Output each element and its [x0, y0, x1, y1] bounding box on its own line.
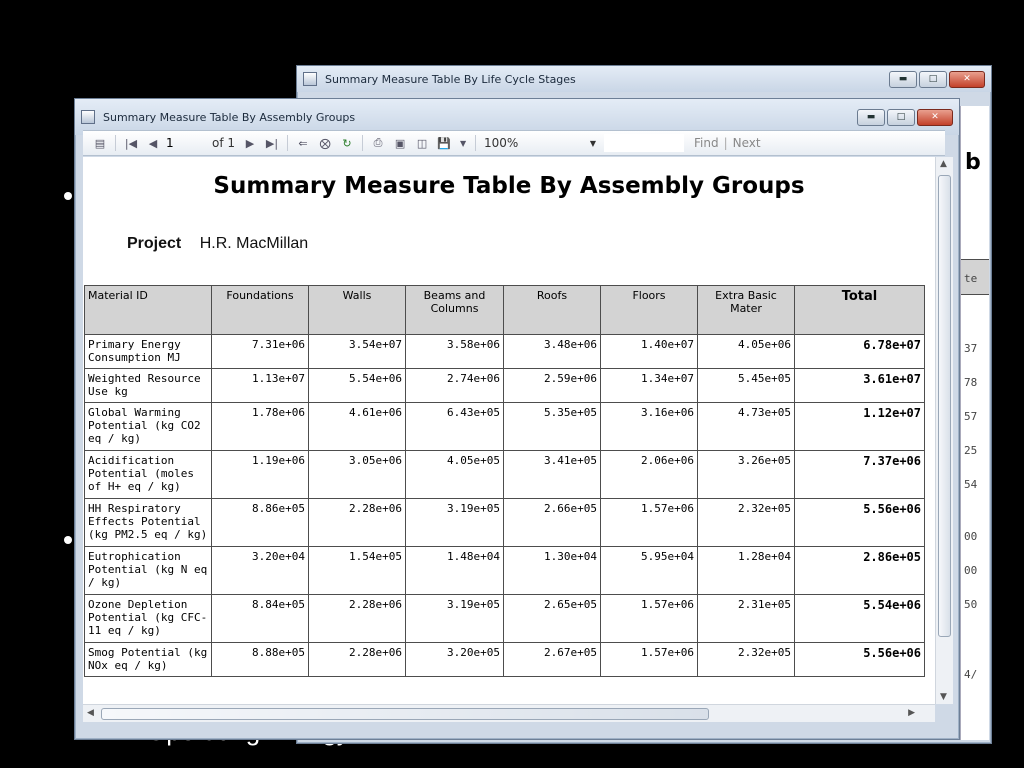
value-cell: 3.54e+07 — [309, 335, 406, 369]
report-toolbar — [83, 130, 945, 156]
next-link[interactable]: Next — [732, 136, 761, 150]
back-peek-fragment: 54 — [964, 478, 978, 491]
total-cell: 5.56e+06 — [795, 499, 925, 547]
value-cell: 3.26e+05 — [698, 451, 795, 499]
value-cell: 1.28e+04 — [698, 547, 795, 595]
value-cell: 2.28e+06 — [309, 595, 406, 643]
slide-bullet-1 — [64, 192, 72, 200]
material-id-cell: HH Respiratory Effects Potential (kg PM2.5 eq / kg) — [85, 499, 212, 547]
current-page-input[interactable] — [164, 135, 208, 151]
total-cell: 5.56e+06 — [795, 643, 925, 677]
material-id-cell: Ozone Depletion Potential (kg CFC-11 eq / kg) — [85, 595, 212, 643]
toolbar-separator — [287, 135, 288, 151]
scroll-up-icon[interactable]: ▲ — [940, 159, 947, 169]
value-cell: 4.05e+06 — [698, 335, 795, 369]
table-row — [85, 335, 925, 369]
column-header: Floors — [601, 286, 698, 335]
stop-icon[interactable]: ⨂ — [319, 136, 331, 150]
summary-table — [84, 285, 925, 677]
value-cell: 3.41e+05 — [504, 451, 601, 499]
project-row — [127, 235, 308, 253]
previous-page-icon[interactable]: ◀ — [148, 136, 158, 150]
back-window-title: Summary Measure Table By Life Cycle Stages — [325, 72, 576, 86]
scroll-left-icon[interactable]: ◀ — [87, 708, 94, 718]
value-cell: 8.86e+05 — [212, 499, 309, 547]
total-cell: 2.86e+05 — [795, 547, 925, 595]
value-cell: 5.45e+05 — [698, 369, 795, 403]
value-cell: 4.61e+06 — [309, 403, 406, 451]
value-cell: 1.19e+06 — [212, 451, 309, 499]
zoom-value: 100% — [484, 136, 519, 150]
export-dropdown-icon[interactable]: ▼ — [459, 138, 467, 148]
back-icon[interactable]: ⇐ — [298, 136, 308, 150]
table-row — [85, 643, 925, 677]
back-peek-fragment: 78 — [964, 376, 978, 389]
total-cell: 6.78e+07 — [795, 335, 925, 369]
table-row — [85, 369, 925, 403]
scroll-right-icon[interactable]: ▶ — [908, 708, 915, 718]
value-cell: 1.30e+04 — [504, 547, 601, 595]
close-button[interactable]: ✕ — [949, 71, 985, 88]
material-id-cell: Global Warming Potential (kg CO2 eq / kg) — [85, 403, 212, 451]
minimize-button[interactable]: ▬ — [889, 71, 917, 88]
value-cell: 2.28e+06 — [309, 643, 406, 677]
back-peek-fragment: 37 — [964, 342, 978, 355]
slide-bullet-2 — [64, 536, 72, 544]
value-cell: 2.31e+05 — [698, 595, 795, 643]
column-header: Roofs — [504, 286, 601, 335]
document-map-icon[interactable]: ▤ — [94, 136, 106, 150]
report-body — [83, 157, 935, 704]
page-count-label: of 1 — [212, 136, 236, 150]
value-cell: 2.67e+05 — [504, 643, 601, 677]
back-peek-fragment: 00 — [964, 564, 978, 577]
column-header: Walls — [309, 286, 406, 335]
value-cell: 2.66e+05 — [504, 499, 601, 547]
value-cell: 2.65e+05 — [504, 595, 601, 643]
value-cell: 1.13e+07 — [212, 369, 309, 403]
value-cell: 3.20e+05 — [406, 643, 504, 677]
value-cell: 4.05e+05 — [406, 451, 504, 499]
table-header-row — [85, 286, 925, 335]
back-peek-fragment: 50 — [964, 598, 978, 611]
zoom-select[interactable] — [484, 134, 596, 152]
value-cell: 2.28e+06 — [309, 499, 406, 547]
toolbar-separator — [362, 135, 363, 151]
horizontal-scrollbar[interactable] — [83, 704, 935, 722]
back-peek-header-text: te — [964, 272, 978, 285]
table-row — [85, 499, 925, 547]
value-cell: 7.31e+06 — [212, 335, 309, 369]
table-row — [85, 451, 925, 499]
refresh-icon[interactable]: ↻ — [342, 136, 352, 150]
vertical-scroll-thumb[interactable] — [938, 175, 951, 637]
back-peek-fragment: 4/ — [964, 668, 978, 681]
first-page-icon[interactable]: |◀ — [124, 136, 138, 150]
find-divider: | — [723, 136, 728, 150]
value-cell: 2.32e+05 — [698, 499, 795, 547]
back-window-peek — [960, 106, 989, 740]
back-peek-heading: b — [965, 150, 981, 175]
chevron-down-icon: ▼ — [589, 138, 597, 148]
report-app-icon — [81, 110, 95, 124]
value-cell: 3.48e+06 — [504, 335, 601, 369]
back-window-titlebar[interactable] — [297, 66, 991, 92]
value-cell: 1.48e+04 — [406, 547, 504, 595]
close-button[interactable]: ✕ — [917, 109, 953, 126]
value-cell: 2.06e+06 — [601, 451, 698, 499]
front-window[interactable] — [74, 98, 960, 740]
export-icon[interactable]: 💾 — [437, 136, 451, 150]
maximize-button[interactable]: □ — [919, 71, 947, 88]
column-header: Foundations — [212, 286, 309, 335]
value-cell: 3.05e+06 — [309, 451, 406, 499]
value-cell: 3.19e+05 — [406, 595, 504, 643]
material-id-cell: Primary Energy Consumption MJ — [85, 335, 212, 369]
value-cell: 2.59e+06 — [504, 369, 601, 403]
value-cell: 8.84e+05 — [212, 595, 309, 643]
back-peek-fragment: 00 — [964, 530, 978, 543]
value-cell: 1.54e+05 — [309, 547, 406, 595]
value-cell: 5.35e+05 — [504, 403, 601, 451]
last-page-icon[interactable]: ▶| — [265, 136, 279, 150]
scroll-down-icon[interactable]: ▼ — [940, 692, 947, 702]
material-id-cell: Weighted Resource Use kg — [85, 369, 212, 403]
column-header: Beams and Columns — [406, 286, 504, 335]
find-input[interactable] — [604, 134, 684, 152]
value-cell: 1.34e+07 — [601, 369, 698, 403]
value-cell: 3.20e+04 — [212, 547, 309, 595]
maximize-button[interactable]: □ — [887, 109, 915, 126]
print-layout-icon[interactable]: ▣ — [394, 136, 406, 150]
column-header: Material ID — [85, 286, 212, 335]
total-cell: 3.61e+07 — [795, 369, 925, 403]
vertical-scrollbar[interactable] — [935, 157, 953, 704]
table-row — [85, 403, 925, 451]
value-cell: 1.78e+06 — [212, 403, 309, 451]
table-row — [85, 595, 925, 643]
report-app-icon — [303, 72, 317, 86]
value-cell: 5.95e+04 — [601, 547, 698, 595]
value-cell: 1.57e+06 — [601, 643, 698, 677]
value-cell: 2.74e+06 — [406, 369, 504, 403]
table-row — [85, 547, 925, 595]
next-page-icon[interactable]: ▶ — [245, 136, 255, 150]
total-cell: 5.54e+06 — [795, 595, 925, 643]
project-value: H.R. MacMillan — [199, 235, 309, 252]
value-cell: 2.32e+05 — [698, 643, 795, 677]
total-cell: 1.12e+07 — [795, 403, 925, 451]
page-setup-icon[interactable]: ◫ — [416, 136, 428, 150]
column-header-total: Total — [795, 286, 925, 335]
value-cell: 4.73e+05 — [698, 403, 795, 451]
project-label: Project — [127, 235, 182, 252]
back-peek-fragment: 57 — [964, 410, 978, 423]
front-window-title: Summary Measure Table By Assembly Groups — [103, 110, 356, 124]
back-peek-fragment: 25 — [964, 444, 978, 457]
value-cell: 1.57e+06 — [601, 499, 698, 547]
value-cell: 5.54e+06 — [309, 369, 406, 403]
toolbar-separator — [475, 135, 476, 151]
value-cell: 3.16e+06 — [601, 403, 698, 451]
find-link[interactable]: Find — [694, 136, 719, 150]
value-cell: 8.88e+05 — [212, 643, 309, 677]
value-cell: 3.19e+05 — [406, 499, 504, 547]
back-peek-header-cell — [961, 259, 989, 295]
minimize-button[interactable]: ▬ — [857, 109, 885, 126]
report-title: Summary Measure Table By Assembly Groups — [213, 173, 805, 199]
material-id-cell: Smog Potential (kg NOx eq / kg) — [85, 643, 212, 677]
value-cell: 1.57e+06 — [601, 595, 698, 643]
toolbar-separator — [115, 135, 116, 151]
value-cell: 1.40e+07 — [601, 335, 698, 369]
value-cell: 6.43e+05 — [406, 403, 504, 451]
horizontal-scroll-thumb[interactable] — [101, 708, 709, 720]
print-icon[interactable]: ⎙ — [373, 136, 383, 149]
value-cell: 3.58e+06 — [406, 335, 504, 369]
column-header: Extra Basic Mater — [698, 286, 795, 335]
total-cell: 7.37e+06 — [795, 451, 925, 499]
material-id-cell: Acidification Potential (moles of H+ eq / kg) — [85, 451, 212, 499]
material-id-cell: Eutrophication Potential (kg N eq / kg) — [85, 547, 212, 595]
